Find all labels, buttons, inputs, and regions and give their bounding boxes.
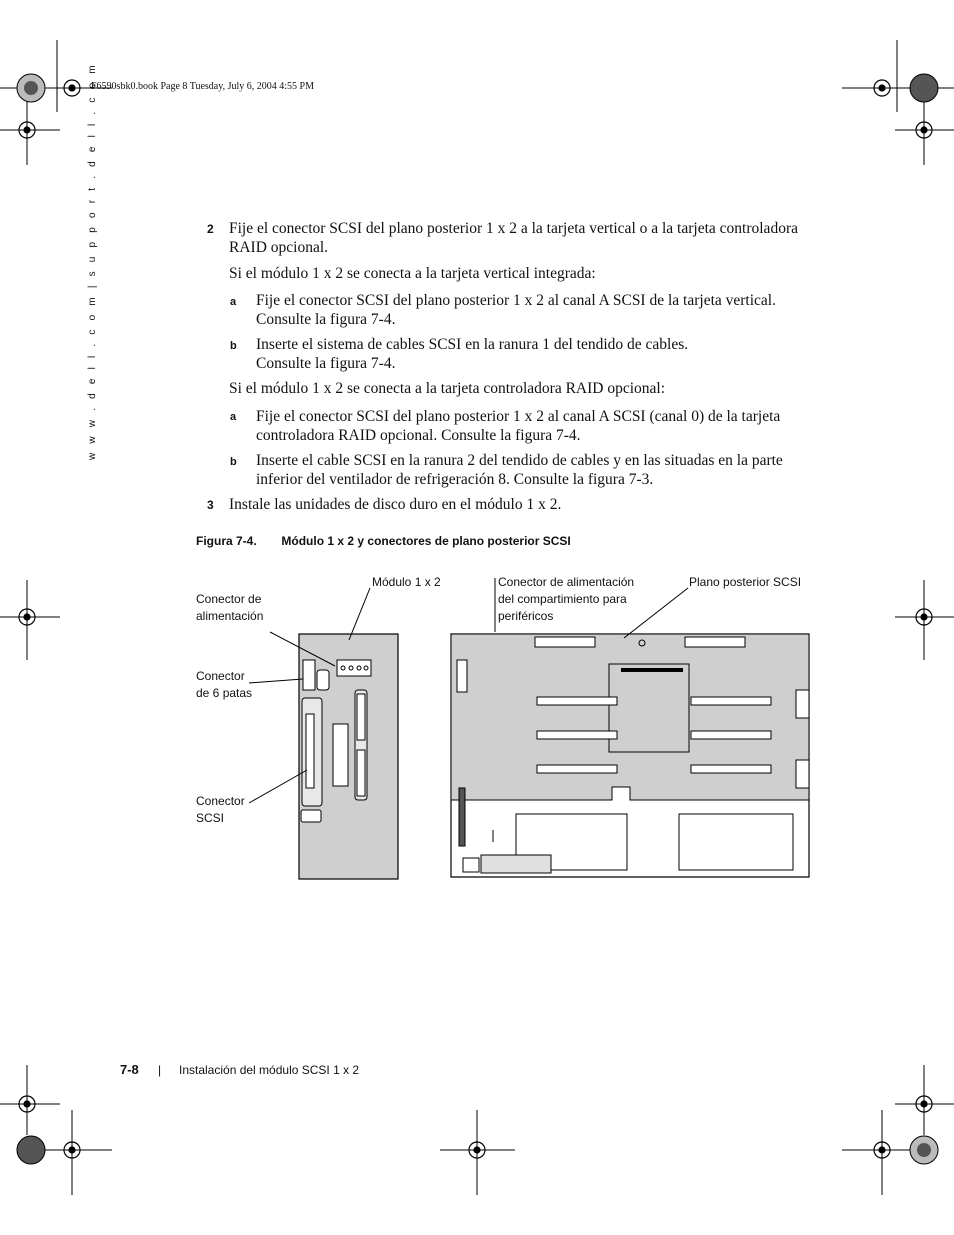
substep-letter: a [230,296,237,308]
page-number: 7-8 [120,1062,139,1077]
step-number: 2 [207,222,214,236]
callout-power-connector: Conector de alimentación [196,592,264,623]
substep-text: Fije el conector SCSI del plano posterior 1 x 2 al canal A SCSI (canal 0) de la tarjeta controladora RAID opcional. Consulte la figura 7-4. [256,408,781,444]
figure-caption [196,534,571,548]
substep-text: Fije el conector SCSI del plano posterior 1 x 2 al canal A SCSI de la tarjeta vertical. Consulte la figura 7-4. [256,292,776,328]
callout-backplane: Plano posterior SCSI [689,575,802,589]
intro-paragraph: Si el módulo 1 x 2 se conecta a la tarjeta vertical integrada: [229,265,596,282]
footer-separator: | [158,1063,162,1077]
substep-letter: b [230,340,237,352]
callout-scsi: Conector SCSI [196,794,245,825]
step-text: Instale las unidades de disco duro en el módulo 1 x 2. [229,496,562,513]
footer-title: Instalación del módulo SCSI 1 x 2 [179,1063,360,1077]
callout-peripheral-power: Conector de alimentación del compartimiento para periféricos [498,575,635,623]
substep-text: Inserte el cable SCSI en la ranura 2 del tendido de cables y en las situadas en la parte inferior del ventilador de refrigeración 8. Consulte la figura 7-3. [256,452,783,488]
substep-letter: a [230,411,237,423]
figure-number: Figura 7-4. [196,534,257,548]
step-text: Fije el conector SCSI del plano posterior 1 x 2 a la tarjeta vertical o a la tarjeta controladora RAID opcional. [229,220,798,256]
substep-letter: b [230,456,237,468]
callout-six-pin: Conector de 6 patas [196,669,253,700]
figure-title: Módulo 1 x 2 y conectores de plano posterior SCSI [281,534,571,548]
substep-text: Inserte el sistema de cables SCSI en la ranura 1 del tendido de cables. Consulte la figura 7-4. [256,336,689,372]
sidebar-url: w w w . d e l l . c o m | s u p p o r t . d e l l . c o m [87,62,98,460]
step-number: 3 [207,498,214,512]
header-slug: F6590sbk0.book Page 8 Tuesday, July 6, 2004 4:55 PM [91,81,314,92]
callout-module: Módulo 1 x 2 [372,575,441,589]
intro-paragraph: Si el módulo 1 x 2 se conecta a la tarjeta controladora RAID opcional: [229,380,666,397]
